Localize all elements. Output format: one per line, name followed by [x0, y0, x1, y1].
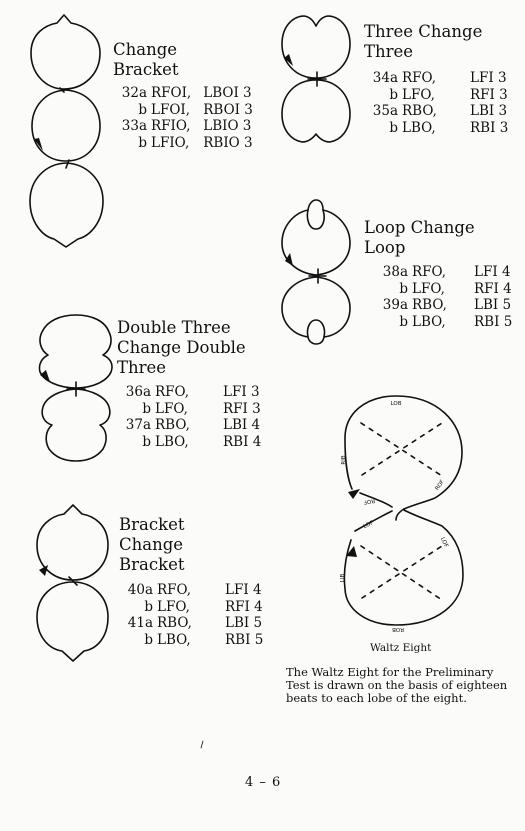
step-number: b: [389, 119, 398, 136]
step-number: 41a: [127, 615, 153, 631]
title-line: Loop: [364, 238, 406, 257]
double-three-title: [117, 318, 246, 378]
table-row: [119, 599, 263, 616]
edge-b: LBI 3: [470, 103, 508, 119]
edge-a: LFO,: [157, 598, 190, 615]
edge-a: LBO,: [402, 119, 436, 136]
step-number: b: [138, 134, 147, 151]
edge-b: RFI 3: [223, 400, 261, 417]
table-row: [364, 281, 512, 298]
edge-a: RBO,: [155, 417, 190, 433]
step-number: b: [399, 280, 408, 297]
title-line: Bracket: [119, 555, 185, 574]
lobe-middle: [32, 90, 100, 161]
edge-a: RFIO,: [151, 118, 191, 134]
title-line: Bracket: [113, 60, 179, 79]
edge-a: LFO,: [402, 86, 435, 103]
step-number: 35a: [372, 103, 398, 119]
table-row: [364, 120, 508, 137]
table-row: [364, 314, 512, 331]
edge-b: RFI 4: [474, 280, 512, 297]
title-line: Three: [364, 42, 414, 61]
bracket-lobe-bottom: [30, 163, 103, 247]
double-three-top-lobe: [39, 315, 112, 388]
edge-b: RFI 3: [470, 86, 508, 103]
table-row: [119, 582, 263, 599]
edge-b: LBI 5: [225, 615, 263, 631]
table-row: [364, 103, 508, 120]
direction-arrow: [285, 253, 293, 266]
title-line: Bracket: [119, 515, 185, 534]
edge-a: RBO,: [402, 103, 437, 119]
title-line: Three: [117, 358, 167, 377]
direction-arrow: [40, 370, 50, 382]
tick: [69, 577, 77, 585]
edge-a: RFO,: [402, 70, 437, 86]
direction-arrow: [348, 489, 360, 499]
three-change-three-title: [364, 22, 482, 62]
edge-a: LBO,: [412, 313, 446, 330]
three-change-three-diagram: [282, 16, 350, 142]
title-line: Change Double: [117, 338, 246, 357]
loop-change-loop-table: [364, 264, 512, 330]
edge-b: LFI 4: [474, 264, 511, 280]
waltz-eight-diagram: [340, 396, 463, 632]
step-number: 40a: [127, 582, 153, 598]
edge-b: RBI 5: [474, 313, 513, 330]
step-number: 38a: [382, 264, 408, 280]
three-lobe-bottom: [282, 80, 350, 142]
waltz-mark: LOF: [362, 520, 375, 531]
table-row: [113, 85, 253, 102]
table-row: [117, 417, 261, 434]
waltz-mark: LOB: [390, 401, 402, 407]
table-row: [113, 118, 253, 135]
three-lobe-top: [282, 16, 350, 78]
page-number: 4 – 6: [245, 775, 282, 790]
direction-arrow: [34, 138, 43, 151]
loop-top-eye: [308, 200, 323, 210]
waltz-mark: RIB: [341, 455, 347, 465]
edge-b: RBOI 3: [203, 101, 253, 118]
edge-a: RFO,: [157, 582, 192, 598]
bracket-lobe-top: [31, 15, 100, 89]
edge-b: RBI 4: [223, 433, 262, 450]
table-row: [119, 632, 263, 649]
edge-b: LFI 3: [223, 384, 260, 400]
edge-b: RBI 5: [225, 631, 264, 648]
edge-b: LFI 3: [470, 70, 507, 86]
waltz-upper-lobe: [345, 396, 462, 509]
edge-b: LBIO 3: [203, 118, 252, 134]
change-bracket-table: [113, 85, 253, 151]
table-row: [364, 70, 508, 87]
double-three-table: [117, 384, 261, 450]
loop-change-loop-title: [364, 218, 475, 258]
edge-b: RBI 3: [470, 119, 509, 136]
waltz-mark: ROF: [434, 479, 446, 492]
step-number: b: [389, 86, 398, 103]
step-number: b: [144, 598, 153, 615]
edge-b: RBIO 3: [203, 134, 253, 151]
edge-a: LBO,: [155, 433, 189, 450]
step-number: 37a: [125, 417, 151, 433]
waltz-mark: LIB: [340, 573, 346, 583]
edge-b: LBI 4: [223, 417, 261, 433]
step-number: 36a: [125, 384, 151, 400]
edge-a: LFO,: [412, 280, 445, 297]
edge-a: RBO,: [412, 297, 447, 313]
bracket-lobe-top: [37, 505, 108, 580]
table-row: [364, 264, 512, 281]
bracket-change-bracket-title: [119, 515, 184, 575]
edge-a: LFOI,: [151, 101, 191, 118]
waltz-mark: ROF: [363, 497, 376, 505]
edge-a: RFO,: [412, 264, 447, 280]
title-line: Three Change: [364, 22, 483, 41]
edge-a: LFO,: [155, 400, 188, 417]
table-row: [364, 297, 512, 314]
edge-a: RFO,: [155, 384, 190, 400]
waltz-eight-note: The Waltz Eight for the Preliminary Test is drawn on the basis of eighteen beats to each lobe of the eight.: [286, 665, 508, 705]
step-number: b: [144, 631, 153, 648]
double-three-bottom-lobe: [42, 389, 110, 461]
step-number: b: [399, 313, 408, 330]
title-line: Change: [113, 40, 178, 59]
edge-b: RFI 4: [225, 598, 263, 615]
step-number: 39a: [382, 297, 408, 313]
edge-a: RFOI,: [151, 85, 192, 101]
loop-change-loop-diagram: [282, 200, 350, 344]
change-bracket-diagram: [30, 15, 103, 247]
table-row: [117, 401, 261, 418]
step-number: b: [138, 101, 147, 118]
table-row: [117, 384, 261, 401]
title-line: Loop Change: [364, 218, 475, 237]
three-change-three-table: [364, 70, 508, 136]
waltz-lower-inner-arc: [355, 511, 392, 531]
title-line: Double Three: [117, 318, 231, 337]
loop-bottom-eye: [308, 337, 324, 344]
edge-b: LBI 5: [474, 297, 512, 313]
stray-mark: [201, 741, 203, 748]
bracket-change-bracket-table: [119, 582, 263, 648]
bracket-change-bracket-diagram: [37, 505, 108, 661]
change-bracket-title: [113, 40, 178, 80]
edge-a: RBO,: [157, 615, 192, 631]
waltz-eight-caption: Waltz Eight: [370, 642, 432, 654]
step-number: b: [142, 400, 151, 417]
loop-lobe-bottom: [282, 277, 350, 337]
waltz-mark: LOF: [438, 536, 449, 549]
table-row: [113, 102, 253, 119]
double-three-diagram: [39, 315, 112, 461]
table-row: [117, 434, 261, 451]
edge-a: LBO,: [157, 631, 191, 648]
edge-a: LFIO,: [151, 134, 190, 151]
diagonal-dashed: [362, 546, 442, 598]
step-number: b: [142, 433, 151, 450]
table-row: [364, 87, 508, 104]
step-number: 34a: [372, 70, 398, 86]
step-number: 33a: [121, 118, 147, 134]
bracket-lobe-bottom: [37, 582, 108, 661]
crossing-line: [396, 509, 404, 520]
table-row: [119, 615, 263, 632]
step-number: 32a: [121, 85, 147, 101]
edge-b: LFI 4: [225, 582, 262, 598]
edge-b: LBOI 3: [203, 85, 252, 101]
table-row: [113, 135, 253, 152]
title-line: Change: [119, 535, 184, 554]
waltz-mark: ROB: [392, 626, 404, 632]
